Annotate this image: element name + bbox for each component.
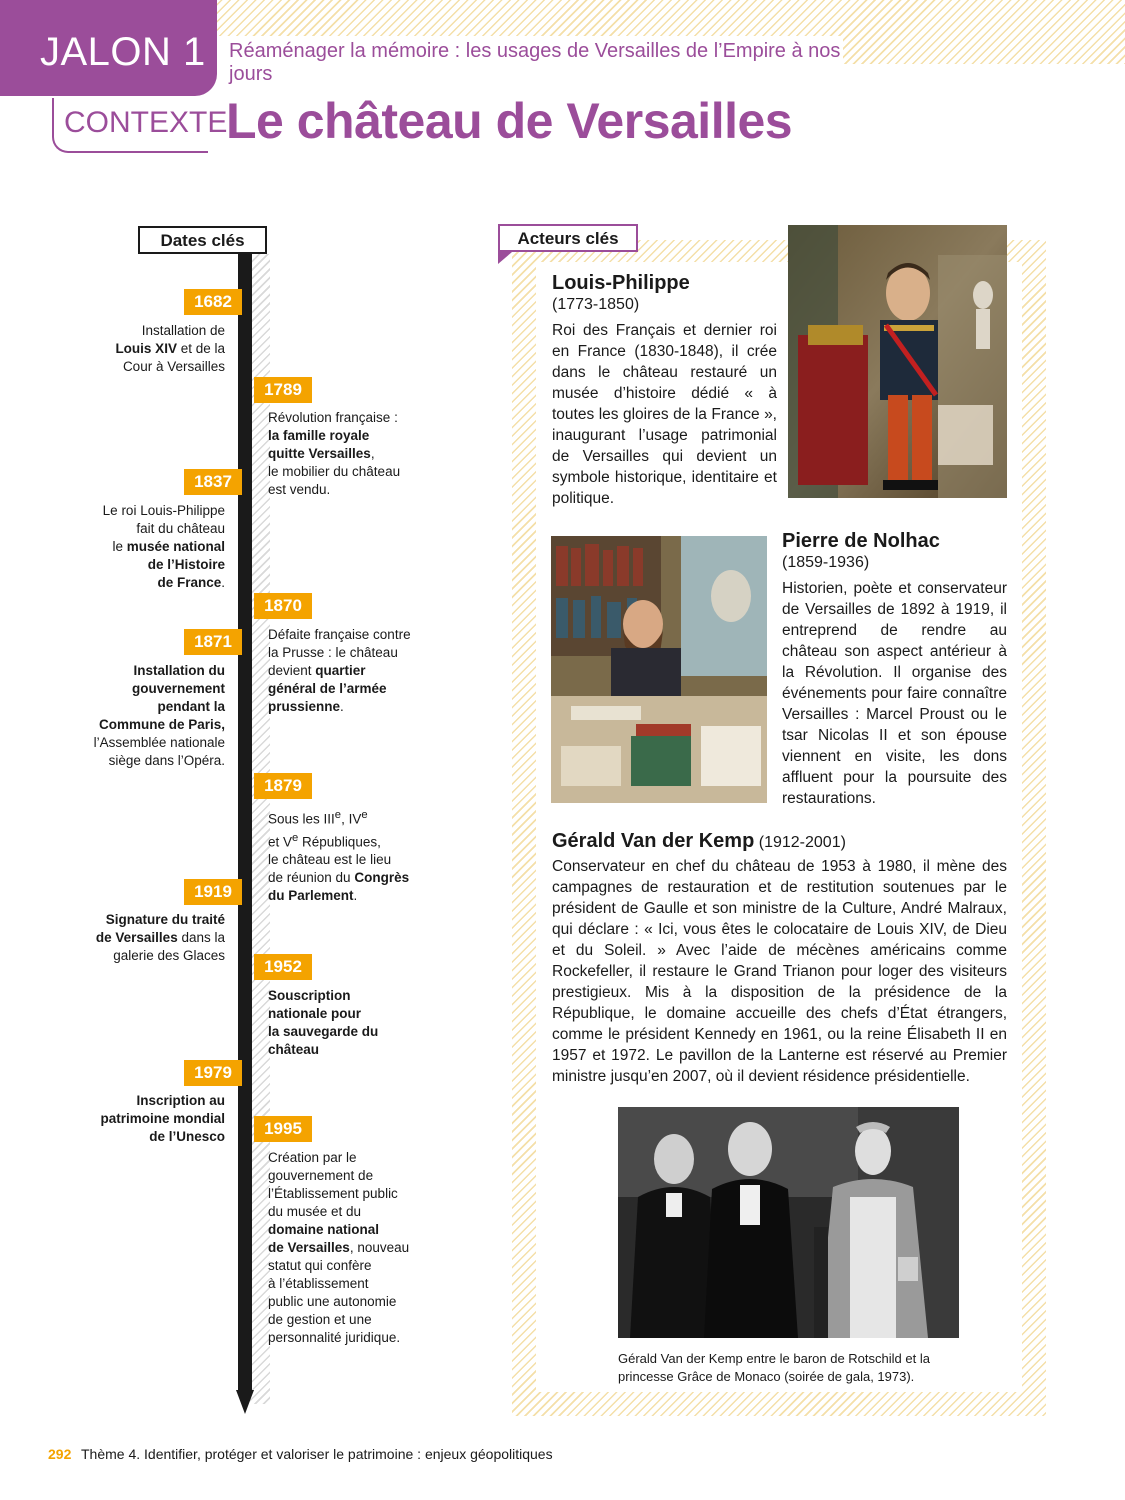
actor-dates-van-der-kemp: (1912-2001): [758, 834, 846, 851]
footer-theme: Thème 4. Identifier, protéger et valoriser le patrimoine : enjeux géopolitiques: [81, 1446, 553, 1462]
event-text-1919: Signature du traité de Versailles dans la galerie des Glaces: [95, 912, 225, 963]
event-text-1879: Sous les IIIe, IVe et Ve Républiques, le château est le lieu de réunion du Congrès du Parlement.: [268, 809, 410, 903]
page-number: 292: [48, 1446, 72, 1462]
timeline-axis: [238, 254, 252, 1394]
actor-desc-louis-philippe: Roi des Français et dernier roi en France (1830-1848), il crée dans le château restauré un musée d’histoire dédié « à toutes les gloires de la France », inaugurant l’usage patrimonial de Versailles qui devient un symbole historique, identitaire et politique.: [552, 322, 777, 507]
actor-name-van-der-kemp: Gérald Van der Kemp: [552, 830, 755, 852]
event-text-1682: Installation de Louis XIV et de la Cour à Versailles: [115, 323, 225, 374]
year-badge-1995: 1995: [254, 1116, 312, 1142]
timeline-label: Dates clés: [138, 226, 267, 254]
jalon-subtitle: Réaménager la mémoire : les usages de Versailles de l’Empire à nos jours: [217, 36, 843, 68]
actors-label-tail: [498, 252, 512, 264]
event-text-1952: Souscription nationale pour la sauvegarde du château: [268, 988, 379, 1057]
actor-heading-van-der-kemp: [552, 830, 846, 853]
year-badge-1789: 1789: [254, 377, 312, 403]
year-badge-1919: 1919: [184, 879, 242, 905]
section-label: CONTEXTE: [52, 98, 208, 153]
portrait-louis-philippe: [788, 225, 1007, 498]
portrait-pierre-de-nolhac: [551, 536, 767, 803]
year-badge-1871: 1871: [184, 629, 242, 655]
year-badge-1837: 1837: [184, 469, 242, 495]
timeline-shadow: [250, 254, 270, 1404]
timeline-arrow-icon: [236, 1390, 254, 1414]
page-title: Le château de Versailles: [226, 93, 793, 149]
actor-name-nolhac: Pierre de Nolhac: [782, 530, 940, 552]
event-text-1837: Le roi Louis-Philippe fait du château le musée national de l’Histoire de France.: [102, 503, 225, 590]
year-badge-1879: 1879: [254, 773, 312, 799]
actor-desc-nolhac: Historien, poète et conservateur de Versailles de 1892 à 1919, il entreprend de rendre au château son aspect antérieur à la Révolution. Il organise des événements pour faire connaître Versailles : Marcel Proust ou le tsar Nicolas II et son épouse viennent en visite, les dons affluent pour la poursuite des restaurations.: [782, 580, 1007, 807]
jalon-tab: JALON 1: [0, 0, 217, 96]
actor-dates-nolhac: (1859-1936): [782, 554, 870, 571]
event-text-1979: Inscription au patrimoine mondial de l’Unesco: [100, 1093, 225, 1144]
event-text-1995: Création par le gouvernement de l’Établissement public du musée et du domaine national de Versailles, nouveau statut qui confère à l’établissement public une autonomie de gestion et une personnalité juridique.: [268, 1150, 410, 1345]
event-text-1789: Révolution française : la famille royale quitte Versailles, le mobilier du château est vendu.: [268, 410, 401, 497]
actor-dates-louis-philippe: (1773-1850): [552, 296, 640, 313]
event-text-1871: Installation du gouvernement pendant la Commune de Paris, l’Assemblée nationale siège dans l’Opéra.: [93, 663, 225, 768]
actor-desc-van-der-kemp: Conservateur en chef du château de 1953 à 1980, il mène des campagnes de restauration et de restitution soutenues par le président de Gaulle et son ministre de la Culture, André Malraux, qui déclare : « Ici, vous êtes le colocataire de Louis XIV, de Dieu et du Soleil. » Avec l’aide de mécènes américains comme Rockefeller, il restaure le Grand Trianon pour loger des visiteurs prestigieux. Mis à la disposition de la présidence de la République, le domaine accueille des chefs d’État étrangers, comme le président Kennedy en 1961, ou la reine Élisabeth II en 1957 et 1972. Le pavillon de la Lanterne est réservé au Premier ministre jusqu’en 2007, où il devient résidence présidentielle.: [552, 858, 1007, 1085]
year-badge-1979: 1979: [184, 1060, 242, 1086]
photo-van-der-kemp-gala: [618, 1107, 959, 1338]
year-badge-1870: 1870: [254, 593, 312, 619]
photo-caption: Gérald Van der Kemp entre le baron de Rotschild et la princesse Grâce de Monaco (soirée de gala, 1973).: [618, 1351, 930, 1384]
actor-name-louis-philippe: Louis-Philippe: [552, 272, 690, 294]
year-badge-1682: 1682: [184, 289, 242, 315]
page-footer: [48, 1446, 553, 1462]
event-text-1870: Défaite française contre la Prusse : le château devient quartier général de l’armée prussienne.: [268, 627, 411, 714]
year-badge-1952: 1952: [254, 954, 312, 980]
actors-label: Acteurs clés: [498, 224, 638, 252]
